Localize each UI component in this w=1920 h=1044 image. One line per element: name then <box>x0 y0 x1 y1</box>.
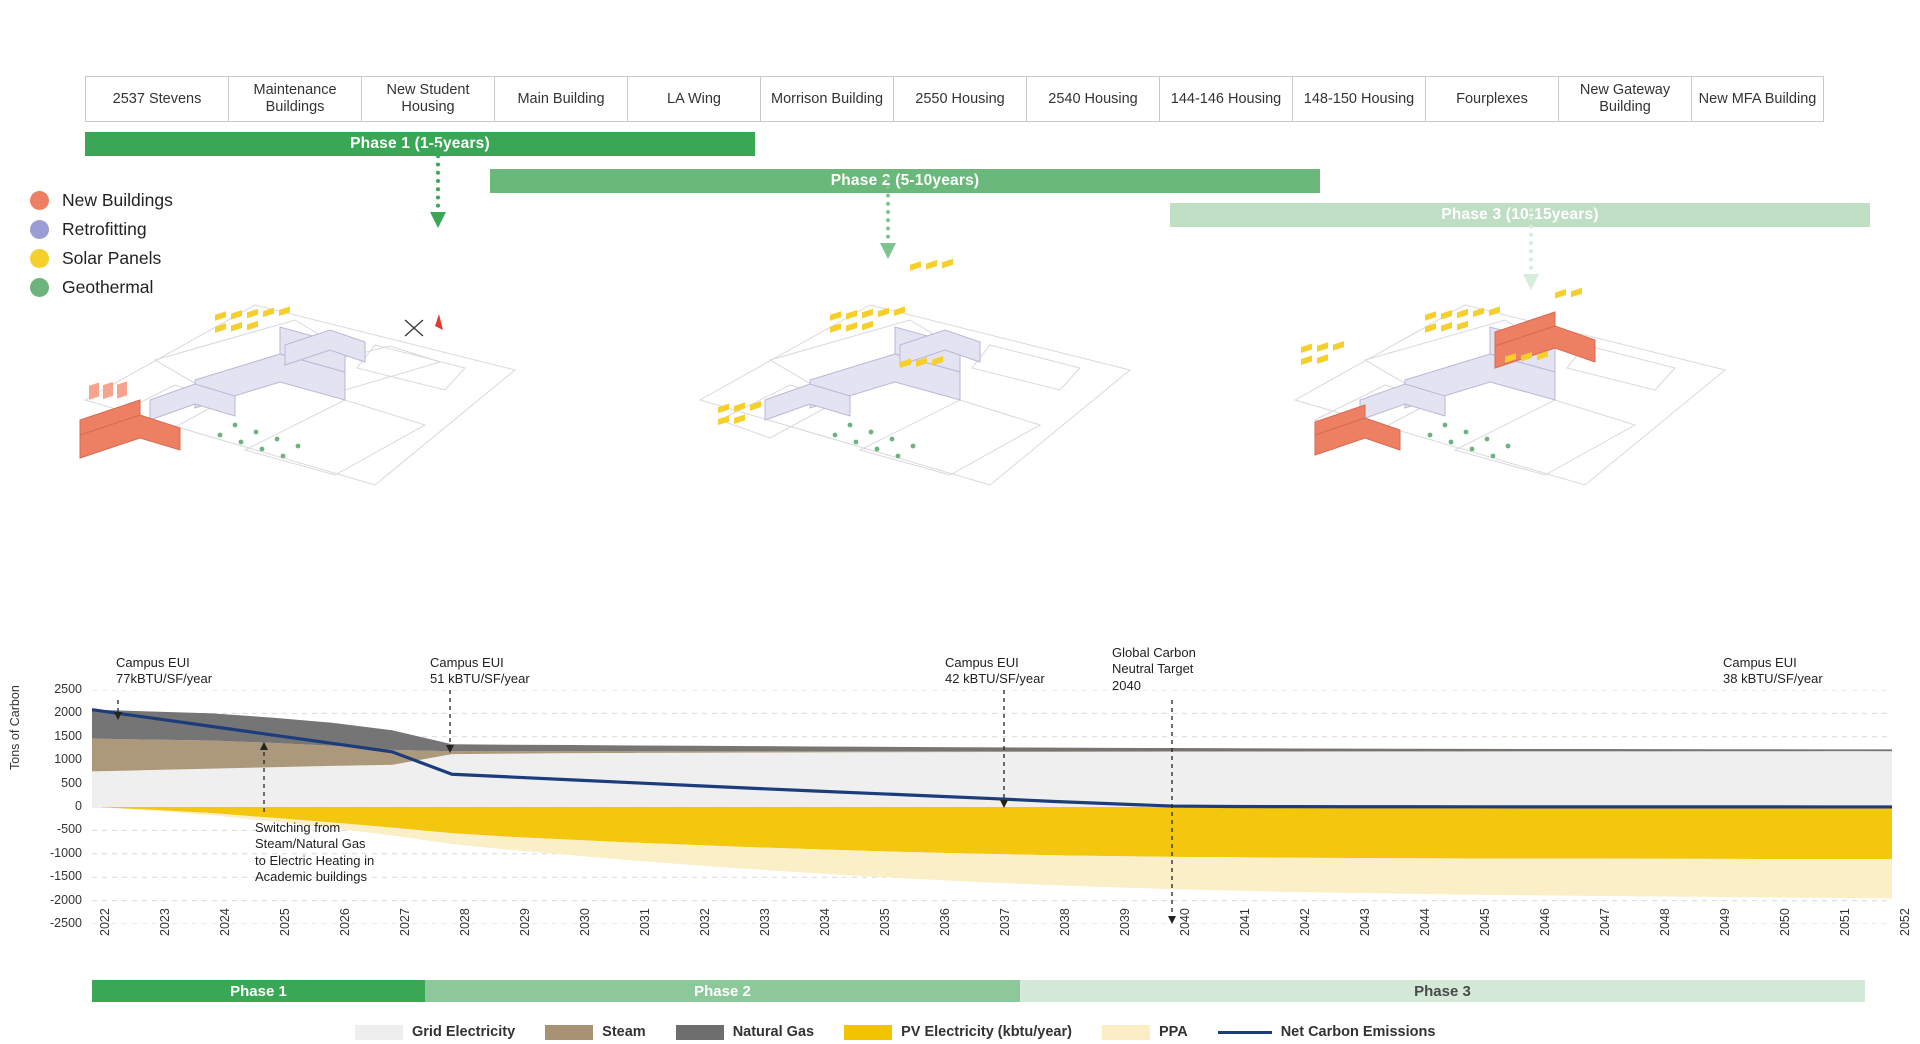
bottom-phase-bar: Phase 3 <box>1020 980 1865 1002</box>
emissions-chart <box>92 690 1892 924</box>
site-map-phase-1 <box>45 250 605 515</box>
phase-bar: Phase 2 (5-10years) <box>490 169 1320 193</box>
building-cell[interactable]: 2540 Housing <box>1026 76 1159 122</box>
legend-label: New Buildings <box>62 190 173 210</box>
x-tick-label: 2049 <box>1718 908 1732 936</box>
bottom-phase-bar: Phase 2 <box>425 980 1020 1002</box>
bottom-phase-bar: Phase 1 <box>92 980 425 1002</box>
x-tick-label: 2040 <box>1178 908 1192 936</box>
chart-legend-label: Natural Gas <box>732 1024 815 1040</box>
y-tick-label: -500 <box>56 822 82 837</box>
x-tick-label: 2051 <box>1838 908 1852 936</box>
annotation-line: Academic buildings <box>255 868 368 884</box>
annotation-eui4 <box>1723 655 1823 688</box>
x-tick-label: 2033 <box>758 908 772 936</box>
x-tick-label: 2050 <box>1778 908 1792 936</box>
y-axis-title: Tons of Carbon <box>8 685 22 770</box>
annotation-line: 77kBTU/SF/year <box>116 671 213 687</box>
annotation-line: 38 kBTU/SF/year <box>1723 671 1823 687</box>
x-tick-label: 2028 <box>458 908 472 936</box>
legend-dot-icon <box>30 191 49 210</box>
y-tick-label: 1500 <box>54 728 82 743</box>
x-tick-label: 2027 <box>398 908 412 936</box>
annotation-switch <box>255 820 374 885</box>
building-cell[interactable]: New Student Housing <box>361 76 494 122</box>
building-cell[interactable]: Main Building <box>494 76 627 122</box>
x-tick-label: 2038 <box>1058 908 1072 936</box>
building-cell[interactable]: New MFA Building <box>1691 76 1824 122</box>
x-tick-label: 2036 <box>938 908 952 936</box>
chart-legend-label: PPA <box>1158 1024 1188 1040</box>
legend-label: Retrofitting <box>62 219 147 239</box>
building-cell[interactable]: New Gateway Building <box>1558 76 1691 122</box>
chart-legend-item <box>545 1024 646 1040</box>
x-tick-label: 2048 <box>1658 908 1672 936</box>
phase-bar: Phase 3 (10-15years) <box>1170 203 1870 227</box>
building-cell[interactable]: Maintenance Buildings <box>228 76 361 122</box>
legend-swatch-icon <box>545 1025 593 1040</box>
x-tick-label: 2030 <box>578 908 592 936</box>
annotation-target <box>1112 645 1196 694</box>
x-tick-label: 2026 <box>338 908 352 936</box>
building-cell[interactable]: 2550 Housing <box>893 76 1026 122</box>
annotation-line: Global Carbon <box>1112 645 1196 660</box>
y-tick-label: -2500 <box>50 916 82 930</box>
legend-swatch-icon <box>676 1025 724 1040</box>
x-tick-label: 2022 <box>98 908 112 936</box>
y-tick-label: 2000 <box>54 705 82 720</box>
x-tick-label: 2035 <box>878 908 892 936</box>
annotation-line: Campus EUI <box>1723 655 1797 670</box>
x-tick-label: 2042 <box>1298 908 1312 936</box>
x-tick-label: 2043 <box>1358 908 1372 936</box>
x-tick-label: 2032 <box>698 908 712 936</box>
annotation-line: Campus EUI <box>430 655 504 670</box>
annotation-line: 2040 <box>1112 677 1141 693</box>
building-cell[interactable]: LA Wing <box>627 76 760 122</box>
building-cell[interactable]: Morrison Building <box>760 76 893 122</box>
chart-legend-item <box>355 1024 515 1040</box>
chart-legend-item <box>676 1024 814 1040</box>
annotation-eui2 <box>430 655 530 688</box>
x-tick-label: 2047 <box>1598 908 1612 936</box>
building-table <box>85 76 1824 122</box>
x-tick-label: 2041 <box>1238 908 1252 936</box>
phase-bar: Phase 1 (1-5years) <box>85 132 755 156</box>
building-cell[interactable]: Fourplexes <box>1425 76 1558 122</box>
legend-label: Geothermal <box>62 277 154 297</box>
annotation-line: Neutral Target <box>1112 661 1194 677</box>
annotation-line: Steam/Natural Gas <box>255 836 366 852</box>
x-tick-label: 2046 <box>1538 908 1552 936</box>
x-tick-label: 2045 <box>1478 908 1492 936</box>
x-tick-label: 2037 <box>998 908 1012 936</box>
y-tick-label: -1500 <box>50 869 82 884</box>
chart-legend-item <box>1218 1024 1436 1040</box>
y-tick-label: -2000 <box>50 892 82 907</box>
site-map-phase-3 <box>1255 250 1815 515</box>
x-tick-label: 2039 <box>1118 908 1132 936</box>
y-tick-label: 500 <box>61 775 82 790</box>
legend-label: Solar Panels <box>62 248 162 268</box>
y-tick-label: 2500 <box>54 682 82 696</box>
chart-legend-label: Grid Electricity <box>412 1024 516 1040</box>
legend-line-icon <box>1218 1031 1272 1034</box>
x-tick-label: 2023 <box>158 908 172 936</box>
x-tick-label: 2024 <box>218 908 232 936</box>
x-tick-label: 2029 <box>518 908 532 936</box>
legend-item <box>30 215 173 244</box>
building-cell[interactable]: 144-146 Housing <box>1159 76 1292 122</box>
x-tick-label: 2052 <box>1898 908 1912 936</box>
annotation-line: Campus EUI <box>116 655 190 670</box>
site-map-phase-2 <box>660 250 1220 515</box>
x-tick-label: 2031 <box>638 908 652 936</box>
chart-legend-label: Net Carbon Emissions <box>1280 1024 1436 1040</box>
legend-dot-icon <box>30 220 49 239</box>
annotation-eui3 <box>945 655 1045 688</box>
chart-legend-item <box>844 1024 1072 1040</box>
chart-legend-label: Steam <box>602 1024 646 1040</box>
y-tick-label: 0 <box>75 799 82 813</box>
legend-swatch-icon <box>844 1025 892 1040</box>
y-tick-label: 1000 <box>54 752 82 767</box>
annotation-line: Campus EUI <box>945 655 1019 670</box>
x-tick-label: 2025 <box>278 908 292 936</box>
legend-swatch-icon <box>1102 1025 1150 1040</box>
legend-item <box>30 186 173 215</box>
chart-legend-item <box>1102 1024 1188 1040</box>
annotation-line: 51 kBTU/SF/year <box>430 671 530 687</box>
annotation-line: to Electric Heating in <box>255 852 375 868</box>
annotation-line: Switching from <box>255 820 341 835</box>
building-cell[interactable]: 2537 Stevens <box>85 76 228 122</box>
legend-swatch-icon <box>355 1025 403 1040</box>
annotation-eui1 <box>116 655 212 688</box>
building-cell[interactable]: 148-150 Housing <box>1292 76 1425 122</box>
y-tick-label: -1000 <box>50 845 82 860</box>
x-tick-label: 2034 <box>818 908 832 936</box>
annotation-line: 42 kBTU/SF/year <box>945 671 1045 687</box>
chart-legend-label: PV Electricity (kbtu/year) <box>901 1024 1072 1040</box>
x-tick-label: 2044 <box>1418 908 1432 936</box>
chart-legend <box>355 1024 1465 1040</box>
